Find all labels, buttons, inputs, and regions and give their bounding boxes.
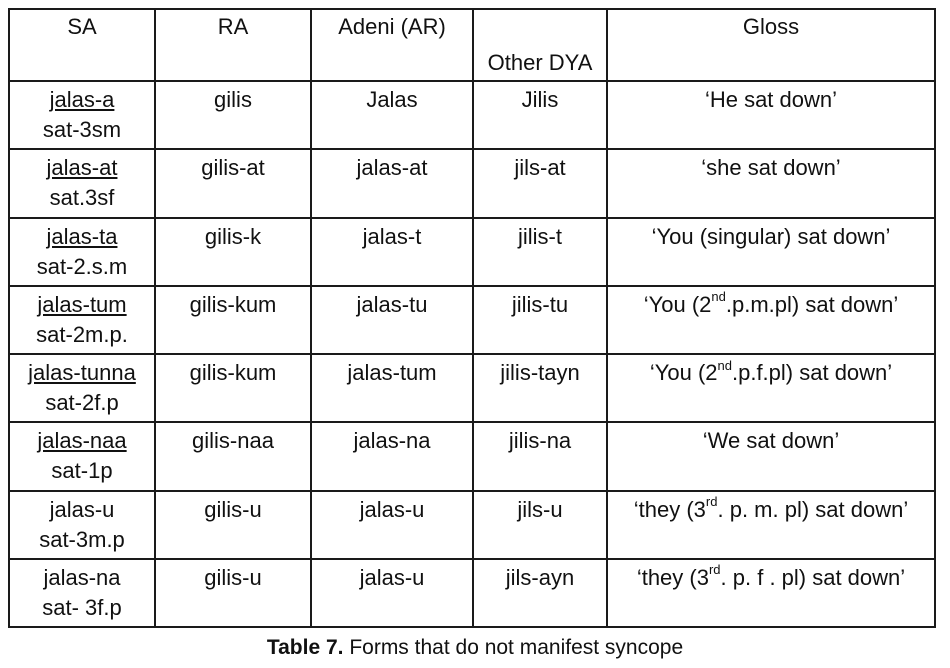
ra-cell: gilis-kum [155,354,311,422]
ar-cell: jalas-tum [311,354,473,422]
ra-cell: gilis [155,81,311,149]
gloss-cell [607,354,935,422]
ar-cell: jalas-at [311,149,473,217]
gloss-post: . p. m. pl) sat down’ [717,496,909,522]
caption-label: Table 7. [266,636,344,659]
gloss-pre: ‘You (2 [643,291,712,317]
dya-cell: jils-u [473,491,607,559]
sa-cell [9,491,155,559]
table-caption [0,634,950,662]
caption-text: Forms that do not manifest syncope [343,636,684,659]
sa-cell [9,354,155,422]
sa-form: jalas-naa [37,428,127,454]
gloss-sup: nd [711,289,726,305]
ar-cell: jalas-u [311,559,473,627]
header-sa: SA [9,9,155,81]
sa-gloss: sat-3m.p [39,526,125,552]
dya-cell: jils-ayn [473,559,607,627]
gloss-cell: ‘You (singular) sat down’ [607,218,935,286]
dya-cell: Jilis [473,81,607,149]
ar-cell: jalas-u [311,491,473,559]
table-row [9,354,935,422]
header-gloss: Gloss [607,9,935,81]
table-row [9,149,935,217]
ar-cell: jalas-tu [311,286,473,354]
sa-form: jalas-tunna [28,360,136,385]
dya-cell: jilis-tayn [473,354,607,422]
gloss-post: .p.m.pl) sat down’ [725,291,899,317]
sa-cell [9,218,155,286]
dya-cell: jils-at [473,149,607,217]
table-row [9,559,935,627]
ar-cell: jalas-na [311,422,473,490]
gloss-pre: ‘they (3 [636,564,709,590]
table-row [9,286,935,354]
sa-cell [9,286,155,354]
ar-cell: Jalas [311,81,473,149]
sa-form: jalas-u [49,496,115,522]
header-ra: RA [155,9,311,81]
sa-gloss: sat-3sm [42,117,122,142]
sa-gloss: sat-2m.p. [36,321,128,347]
gloss-cell: ‘He sat down’ [607,81,935,149]
header-row [9,9,935,81]
sa-form: jalas-na [43,564,121,590]
sa-gloss: sat-2f.p [45,390,119,415]
gloss-cell [607,559,935,627]
table-row [9,422,935,490]
sa-cell [9,81,155,149]
gloss-cell [607,491,935,559]
ra-cell: gilis-at [155,149,311,217]
sa-form: jalas-at [46,155,118,181]
table-row [9,81,935,149]
ra-cell: gilis-naa [155,422,311,490]
sa-gloss: sat-2.s.m [36,253,128,279]
sa-form: jalas-a [49,87,115,112]
sa-gloss: sat.3sf [49,185,115,211]
ar-cell: jalas-t [311,218,473,286]
sa-cell [9,559,155,627]
syncope-forms-table [8,8,936,628]
dya-cell: jilis-na [473,422,607,490]
dya-cell: jilis-t [473,218,607,286]
ra-cell: gilis-u [155,491,311,559]
dya-cell: jilis-tu [473,286,607,354]
table-row [9,491,935,559]
gloss-sup: rd [705,494,718,510]
sa-gloss: sat-1p [51,458,113,484]
sa-cell [9,422,155,490]
gloss-pre: ‘You (2 [649,360,718,385]
gloss-post: . p. f . pl) sat down’ [720,564,906,590]
gloss-sup: nd [717,357,732,373]
sa-gloss: sat- 3f.p [42,594,122,620]
gloss-post: .p.f.pl) sat down’ [731,360,893,385]
sa-form: jalas-ta [46,223,118,249]
gloss-sup: rd [708,562,721,578]
table-row [9,218,935,286]
ra-cell: gilis-kum [155,286,311,354]
gloss-cell: ‘We sat down’ [607,422,935,490]
ra-cell: gilis-k [155,218,311,286]
ra-cell: gilis-u [155,559,311,627]
header-adeni: Adeni (AR) [311,9,473,81]
sa-cell [9,149,155,217]
gloss-cell [607,286,935,354]
gloss-pre: ‘they (3 [633,496,706,522]
gloss-cell: ‘she sat down’ [607,149,935,217]
header-other-dya: Other DYA [473,9,607,81]
sa-form: jalas-tum [37,291,127,317]
